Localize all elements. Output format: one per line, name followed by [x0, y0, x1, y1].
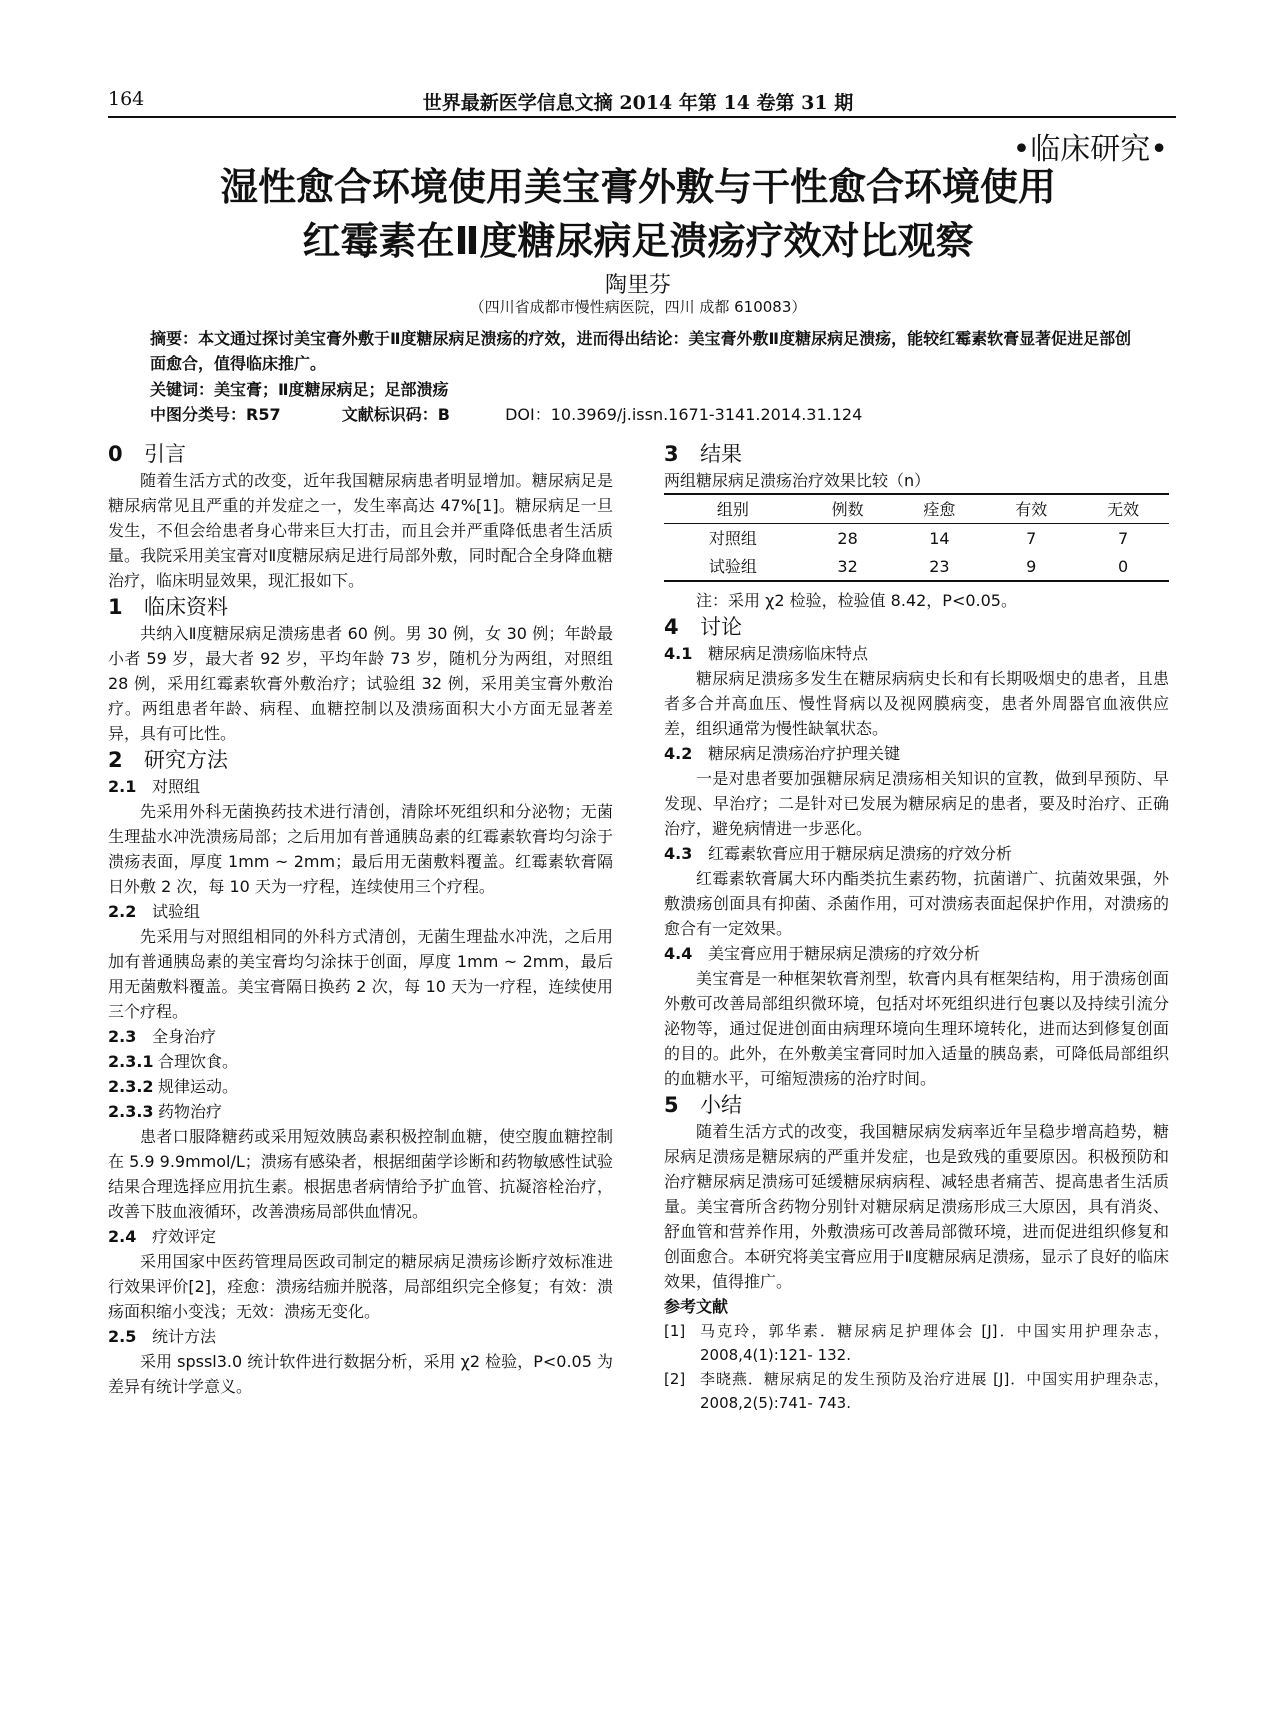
abstract-label: 摘要： — [150, 329, 199, 348]
subsection-title: 疗效评定 — [152, 1227, 217, 1246]
subsection-title: 对照组 — [152, 777, 201, 796]
reference-number: [1] — [664, 1322, 686, 1340]
section-heading — [664, 613, 1169, 641]
reference-text: 李晓燕．糖尿病足的发生预防及治疗进展 [J]．中国实用护理杂志，2008,2(5):741- 743. — [700, 1370, 1169, 1412]
subsection-heading — [108, 1324, 613, 1349]
subsection-heading — [664, 841, 1169, 866]
subsection-title: 糖尿病足溃疡治疗护理关键 — [708, 744, 901, 763]
reference-item — [664, 1319, 1169, 1367]
subsection-heading — [108, 1024, 613, 1049]
table-header-cell: 痊愈 — [923, 499, 956, 519]
table-cell: 试验组 — [708, 556, 757, 576]
subsection-number: 2.3 — [108, 1027, 137, 1046]
subsection-number: 2.2 — [108, 902, 137, 921]
table-header-cell: 组别 — [716, 499, 749, 519]
paragraph: 共纳入Ⅱ度糖尿病足溃疡患者 60 例。男 30 例，女 30 例；年龄最小者 59 岁，最大者 92 岁，平均年龄 73 岁，随机分为两组，对照组 28 例，采用红霉素软膏外敷治疗；试验组 32 例，采用美宝膏外敷治疗。两组患者年龄、病程、血糖控制以及溃疡面积大小方面无显著差异，具有可比性。 — [108, 624, 613, 743]
classification — [150, 402, 1140, 427]
paragraph: 美宝膏是一种框架软膏剂型，软膏内具有框架结构，用于溃疡创面外敷可改善局部组织微环境，包括对坏死组织进行包裹以及持续引流分泌物等，通过促进创面由病理环境向生理环境转化，进而达到修复创面的目的。此外，在外敷美宝膏同时加入适量的胰岛素，可降低局部组织的血糖水平，可缩短溃疡的治疗时间。 — [664, 969, 1169, 1088]
section-heading — [108, 746, 613, 774]
subsection-title: 糖尿病足溃疡临床特点 — [708, 644, 869, 663]
journal-header: 世界最新医学信息文摘 2014 年第 14 卷第 31 期 — [422, 92, 854, 114]
paragraph: 采用 spssl3.0 统计软件进行数据分析，采用 χ2 检验，P<0.05 为差异有统计学意义。 — [108, 1352, 613, 1396]
table-cell: 对照组 — [708, 528, 757, 548]
author: 陶里芬 — [604, 273, 671, 298]
table-header-cell: 无效 — [1107, 499, 1140, 519]
keywords — [150, 377, 1140, 402]
section-heading — [108, 593, 613, 621]
subsection-title: 全身治疗 — [152, 1027, 217, 1046]
subsection-heading — [108, 1224, 613, 1249]
subsection-number: 4.4 — [664, 944, 693, 963]
paragraph: 先采用外科无菌换药技术进行清创，清除坏死组织和分泌物；无菌生理盐水冲洗溃疡局部；之后用加有普通胰岛素的红霉素软膏均匀涂于溃疡表面，厚度 1mm ~ 2mm；最后用无菌敷料覆盖。红霉素软膏隔日外敷 2 次，每 10 天为一疗程，连续使用三个疗程。 — [108, 802, 613, 896]
subsection-title: 美宝膏应用于糖尿病足溃疡的疗效分析 — [708, 944, 981, 963]
paragraph: 先采用与对照组相同的外科方式清创，无菌生理盐水冲洗，之后用加有普通胰岛素的美宝膏均匀涂抹于创面，厚度 1mm ~ 2mm，最后用无菌敷料覆盖。美宝膏隔日换药 2 次，每 10 天为一疗程，连续使用三个疗程。 — [108, 927, 613, 1021]
table-header-row — [664, 494, 1169, 524]
section-title: 小结 — [700, 1093, 742, 1117]
abstract — [150, 326, 1140, 376]
table-row — [664, 524, 1169, 553]
keywords-label: 关键词： — [150, 380, 215, 399]
subsection-number: 2.1 — [108, 777, 137, 796]
paragraph: 一是对患者要加强糖尿病足溃疡相关知识的宣教，做到早预防、早发现、早治疗；二是针对已发展为糖尿病足的患者，要及时治疗、正确治疗，避免病情进一步恶化。 — [664, 769, 1169, 838]
section-title: 引言 — [144, 442, 186, 466]
paragraph: 患者口服降糖药或采用短效胰岛素积极控制血糖，使空腹血糖控制在 5.9 9.9mmol/L；溃疡有感染者，根据细菌学诊断和药物敏感性试验结果合理选择应用抗生素。根据患者病情给予扩血管、抗凝溶栓治疗，改善下肢血液循环，改善溃疡局部供血情况。 — [108, 1127, 613, 1221]
subsubsection-title: 规律运动。 — [158, 1077, 239, 1096]
section-heading — [664, 440, 1169, 468]
subsection-number: 2.4 — [108, 1227, 137, 1246]
clc-number: 中图分类号：R57 — [150, 405, 281, 424]
subsubsection-number: 2.3.1 — [108, 1052, 154, 1071]
subsubsection-heading — [108, 1049, 613, 1074]
subsection-number: 4.2 — [664, 744, 693, 763]
section-title: 结果 — [700, 442, 742, 466]
section-number: 1 — [108, 595, 123, 619]
reference-item — [664, 1367, 1169, 1415]
section-title: 讨论 — [700, 615, 742, 639]
table-cell: 9 — [1026, 556, 1037, 576]
subsection-heading — [664, 741, 1169, 766]
subsection-heading — [664, 641, 1169, 666]
subsubsection-heading — [108, 1099, 613, 1124]
table-cell: 32 — [837, 556, 858, 576]
subsection-title: 统计方法 — [152, 1327, 217, 1346]
table-caption: 两组糖尿病足溃疡治疗效果比较（n） — [664, 471, 931, 490]
page-number: 164 — [108, 88, 145, 110]
section-number: 2 — [108, 748, 123, 772]
results-table — [664, 493, 1169, 582]
subsubsection-title: 合理饮食。 — [158, 1052, 239, 1071]
section-number: 5 — [664, 1093, 679, 1117]
table-cell: 14 — [929, 528, 950, 548]
section-tag: •临床研究• — [1012, 132, 1168, 167]
table-cell: 23 — [929, 556, 950, 576]
article-title-line2: 红霉素在Ⅱ度糖尿病足溃疡疗效对比观察 — [302, 219, 974, 263]
subsection-heading — [108, 774, 613, 799]
reference-number: [2] — [664, 1370, 686, 1388]
article-title-line1: 湿性愈合环境使用美宝膏外敷与干性愈合环境使用 — [219, 165, 1056, 209]
doi: DOI：10.3969/j.issn.1671-3141.2014.31.124 — [505, 405, 863, 424]
section-number: 0 — [108, 442, 123, 466]
affiliation: （四川省成都市慢性病医院，四川 成都 610083） — [469, 298, 807, 316]
right-column — [664, 440, 1169, 1415]
subsubsection-number: 2.3.2 — [108, 1077, 154, 1096]
table-cell: 28 — [837, 528, 858, 548]
reference-text: 马克玲，郭华素．糖尿病足护理体会 [J]．中国实用护理杂志，2008,4(1):121- 132. — [700, 1322, 1169, 1364]
subsection-heading — [108, 899, 613, 924]
subsubsection-title: 药物治疗 — [158, 1102, 223, 1121]
left-column — [108, 440, 613, 1399]
table-note: 注：采用 χ2 检验，检验值 8.42，P<0.05。 — [696, 591, 1017, 610]
document-code: 文献标识码：B — [341, 405, 450, 424]
table-header-cell: 有效 — [1015, 499, 1048, 519]
paragraph: 红霉素软膏属大环内酯类抗生素药物，抗菌谱广、抗菌效果强，外敷溃疡创面具有抑菌、杀菌作用，可对溃疡表面起保护作用，对溃疡的愈合有一定效果。 — [664, 869, 1169, 938]
subsubsection-number: 2.3.3 — [108, 1102, 154, 1121]
section-heading — [664, 1091, 1169, 1119]
subsubsection-heading — [108, 1074, 613, 1099]
subsection-number: 2.5 — [108, 1327, 137, 1346]
section-title: 研究方法 — [144, 748, 228, 772]
section-heading — [108, 440, 613, 468]
header-rule — [108, 116, 1176, 118]
references-heading: 参考文献 — [664, 1297, 729, 1316]
paragraph: 采用国家中医药管理局医政司制定的糖尿病足溃疡诊断疗效标准进行效果评价[2]，痊愈：溃疡结痂并脱落，局部组织完全修复；有效：溃疡面积缩小变浅；无效：溃疡无变化。 — [108, 1252, 613, 1321]
paragraph: 随着生活方式的改变，我国糖尿病发病率近年呈稳步增高趋势，糖尿病足溃疡是糖尿病的严重并发症，也是致残的重要原因。积极预防和治疗糖尿病足溃疡可延缓糖尿病病程、减轻患者痛苦、提高患者生活质量。美宝膏所含药物分别针对糖尿病足溃疡形成三大原因，具有消炎、舒血管和营养作用，外敷溃疡可改善局部微环境，进而促进组织修复和创面愈合。本研究将美宝膏应用于Ⅱ度糖尿病足溃疡，显示了良好的临床效果，值得推广。 — [664, 1122, 1169, 1291]
subsection-title: 试验组 — [152, 902, 201, 921]
table-cell: 7 — [1026, 528, 1037, 548]
section-number: 3 — [664, 442, 679, 466]
section-title: 临床资料 — [144, 595, 228, 619]
subsection-number: 4.1 — [664, 644, 693, 663]
table-row — [664, 552, 1169, 581]
table-header-cell: 例数 — [831, 499, 864, 519]
keywords-text: 美宝膏；Ⅱ度糖尿病足；足部溃疡 — [214, 380, 449, 399]
subsection-title: 红霉素软膏应用于糖尿病足溃疡的疗效分析 — [708, 844, 1013, 863]
paragraph: 随着生活方式的改变，近年我国糖尿病患者明显增加。糖尿病足是糖尿病常见且严重的并发症之一，发生率高达 47%[1]。糖尿病足一旦发生，不但会给患者身心带来巨大打击，而且会并严重降低患者生活质量。我院采用美宝膏对Ⅱ度糖尿病足进行局部外敷，同时配合全身降血糖治疗，临床明显效果，现汇报如下。 — [108, 471, 613, 590]
subsection-heading — [664, 941, 1169, 966]
abstract-text: 本文通过探讨美宝膏外敷于Ⅱ度糖尿病足溃疡的疗效，进而得出结论：美宝膏外敷Ⅱ度糖尿病足溃疡，能较红霉素软膏显著促进足部创面愈合，值得临床推广。 — [150, 329, 1132, 373]
subsection-number: 4.3 — [664, 844, 693, 863]
table-cell: 7 — [1117, 528, 1129, 548]
section-number: 4 — [664, 615, 679, 639]
paragraph: 糖尿病足溃疡多发生在糖尿病病史长和有长期吸烟史的患者，且患者多合并高血压、慢性肾病以及视网膜病变，患者外周器官血液供应差，组织通常为慢性缺氧状态。 — [664, 669, 1169, 738]
table-cell: 0 — [1117, 556, 1129, 576]
